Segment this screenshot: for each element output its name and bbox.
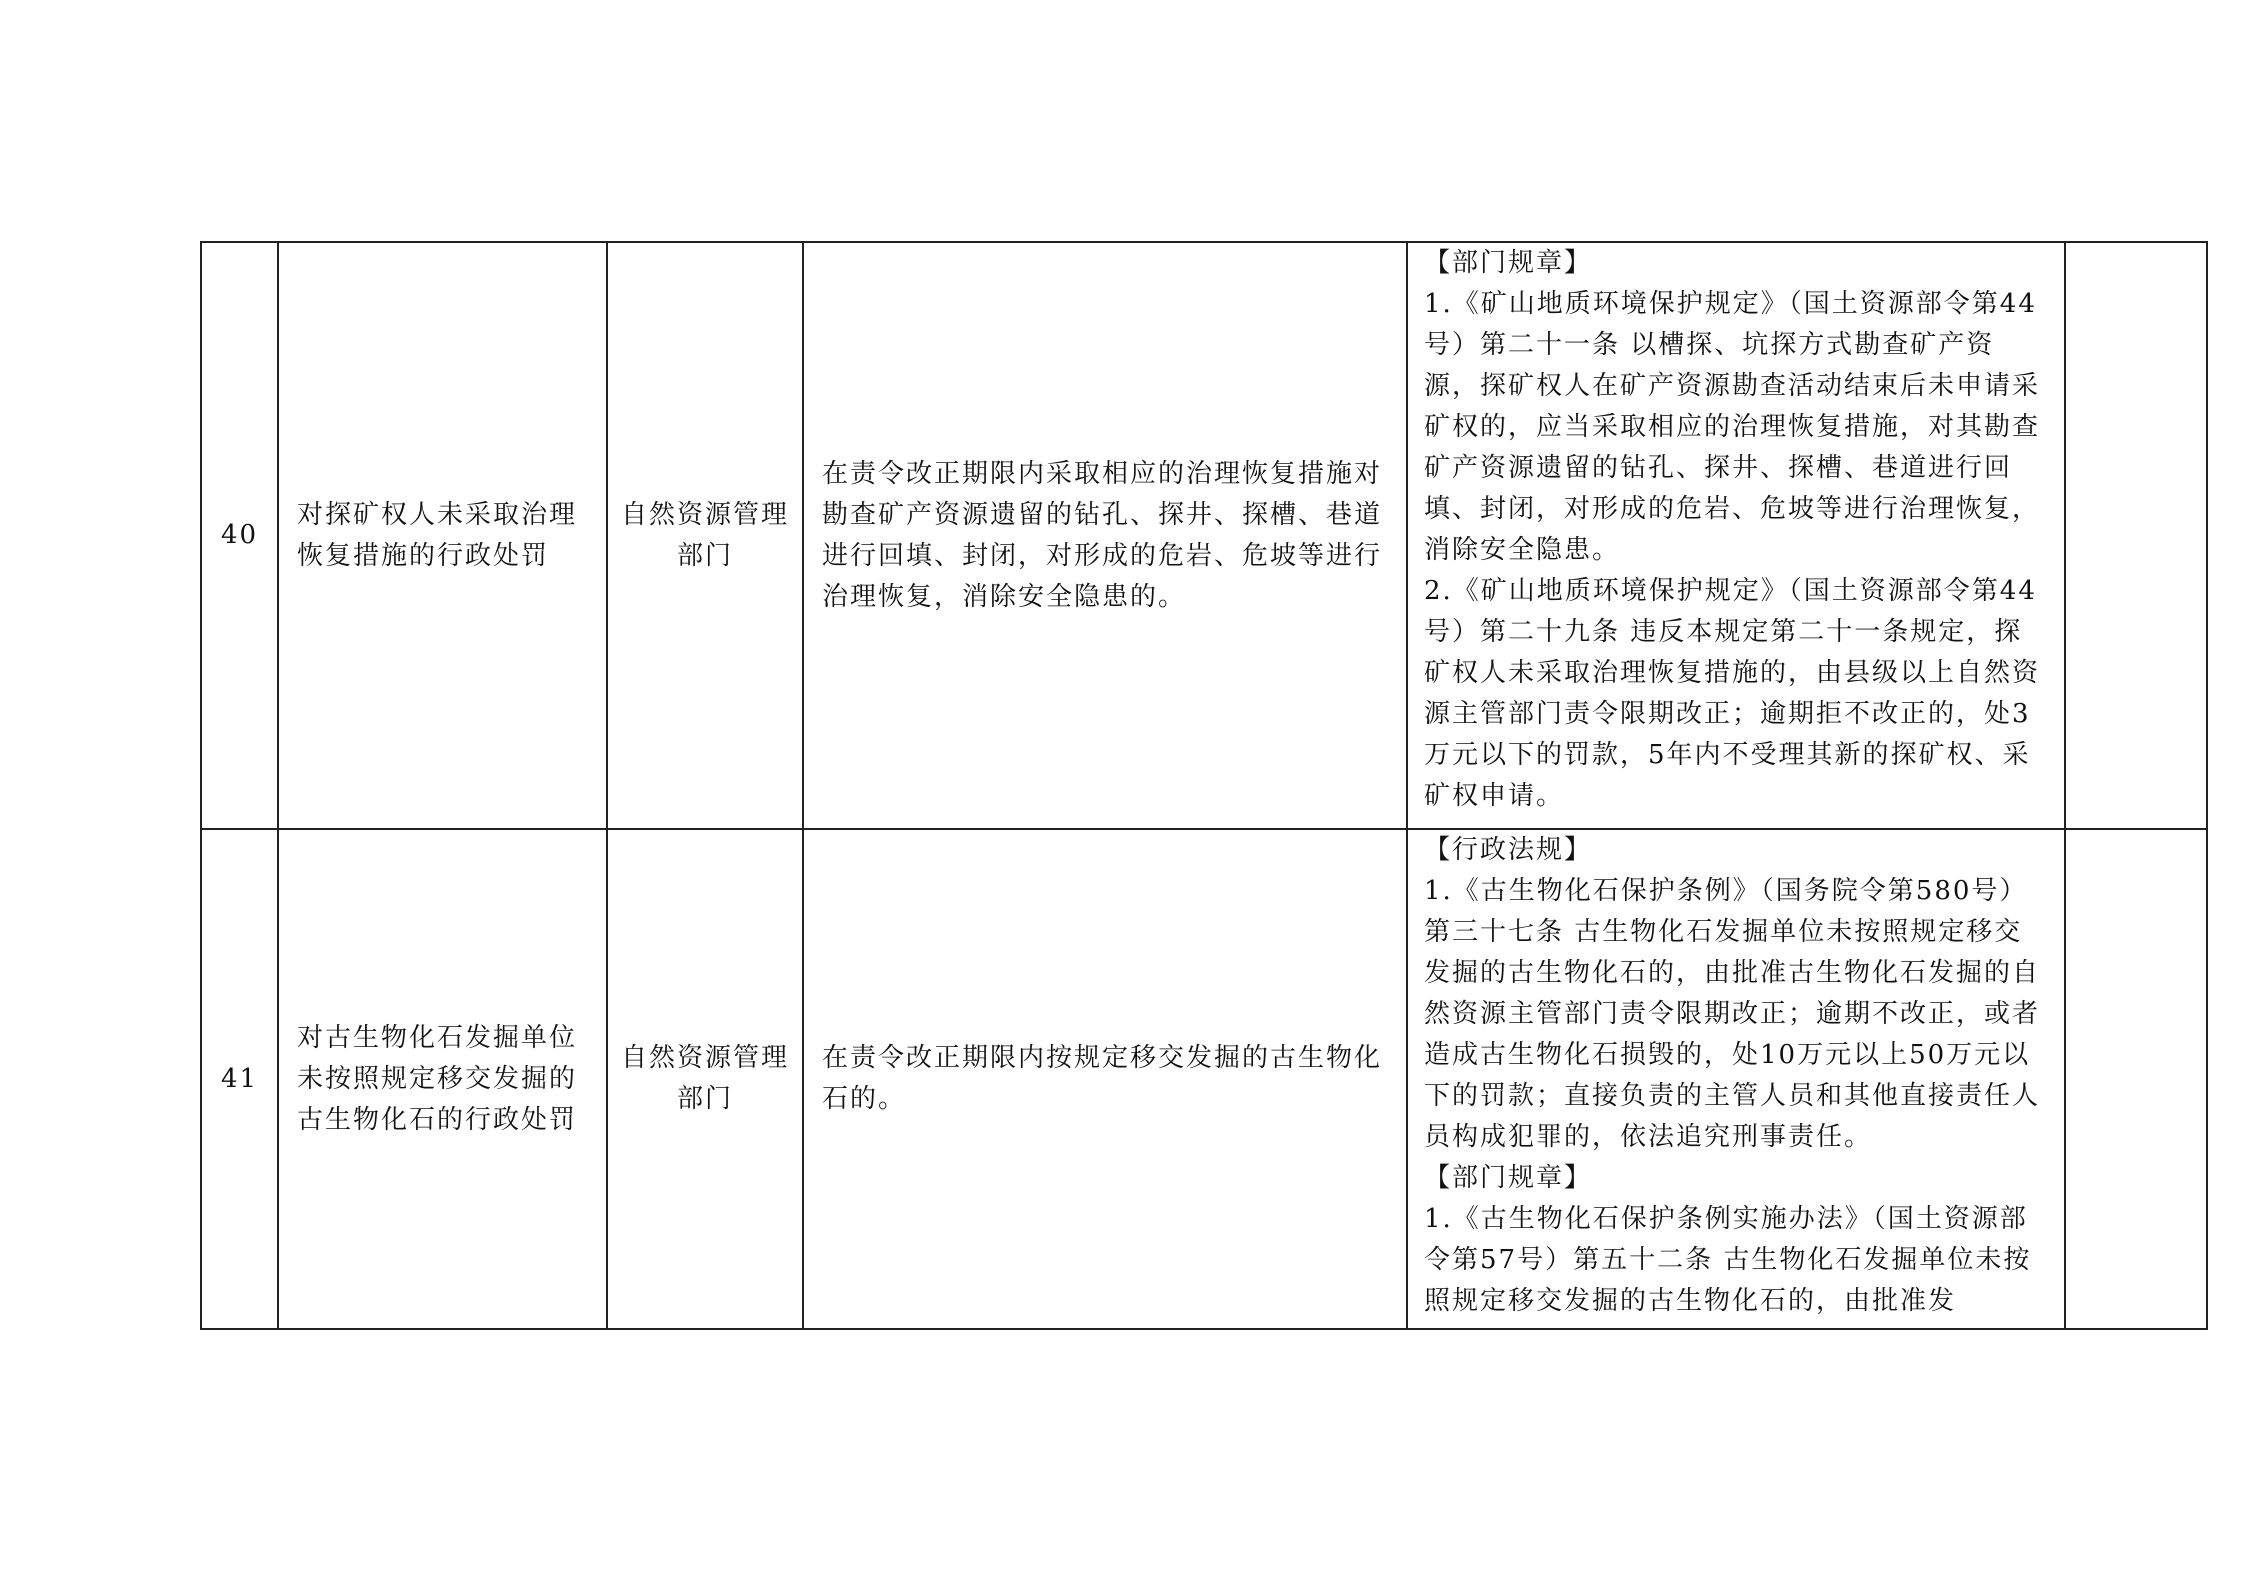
penalty-item-text: 对探矿权人未采取治理恢复措施的行政处罚: [297, 499, 578, 571]
condition-text: 在责令改正期限内采取相应的治理恢复措施对勘查矿产资源遗留的钻孔、探井、探槽、巷道进行回填、封闭，对形成的危岩、危坡等进行治理恢复，消除安全隐患的。: [822, 458, 1383, 612]
basis-clause: 1.《古生物化石保护条例实施办法》（国土资源部令第57号）第五十二条 古生物化石发掘单位未按照规定移交发掘的古生物化石的，由批准发: [1424, 1204, 2032, 1316]
exemption-condition: [803, 829, 1407, 1329]
basis-heading: 【部门规章】: [1424, 1163, 1593, 1193]
table-row: [201, 829, 2207, 1329]
department: [607, 242, 803, 829]
penalty-item: [278, 242, 607, 829]
penalty-item-text: 对古生物化石发掘单位未按照规定移交发掘的古生物化石的行政处罚: [297, 1022, 578, 1135]
basis-clause: 1.《矿山地质环境保护规定》（国土资源部令第44号）第二十一条 以槽探、坑探方式勘查矿产资源，探矿权人在矿产资源勘查活动结束后未申请采矿权的，应当采取相应的治理恢复措施，对其勘查矿产资源遗留的钻孔、探井、探槽、巷道进行回填、封闭，对形成的危岩、危坡等进行治理恢复，消除安全隐患。: [1424, 289, 2041, 565]
remarks: [2065, 242, 2207, 829]
row-number: 41: [201, 829, 278, 1329]
penalty-table: [200, 241, 2208, 1330]
department: [607, 829, 803, 1329]
condition-text: 在责令改正期限内按规定移交发掘的古生物化石的。: [822, 1043, 1383, 1114]
basis-clause: 2.《矿山地质环境保护规定》（国土资源部令第44号）第二十九条 违反本规定第二十一条规定，探矿权人未采取治理恢复措施的，由县级以上自然资源主管部门责令限期改正；逾期拒不改正的，处3万元以下的罚款，5年内不受理其新的探矿权、采矿权申请。: [1424, 576, 2041, 811]
legal-basis: [1407, 242, 2065, 829]
row-number: 40: [201, 242, 278, 829]
penalty-item: [278, 829, 607, 1329]
exemption-condition: [803, 242, 1407, 829]
table-row: [201, 242, 2207, 829]
basis-heading: 【行政法规】: [1424, 835, 1593, 865]
remarks: [2065, 829, 2207, 1329]
department-text: 自然资源管理部门: [620, 1043, 789, 1114]
basis-clause: 1.《古生物化石保护条例》（国务院令第580号）第三十七条 古生物化石发掘单位未按照规定移交发掘的古生物化石的，由批准古生物化石发掘的自然资源主管部门责令限期改正；逾期不改正，或者造成古生物化石损毁的，处10万元以上50万元以下的罚款；直接负责的主管人员和其他直接责任人员构成犯罪的，依法追究刑事责任。: [1424, 876, 2041, 1152]
legal-basis: [1407, 829, 2065, 1329]
basis-heading: 【部门规章】: [1424, 248, 1593, 278]
department-text: 自然资源管理部门: [620, 499, 789, 571]
